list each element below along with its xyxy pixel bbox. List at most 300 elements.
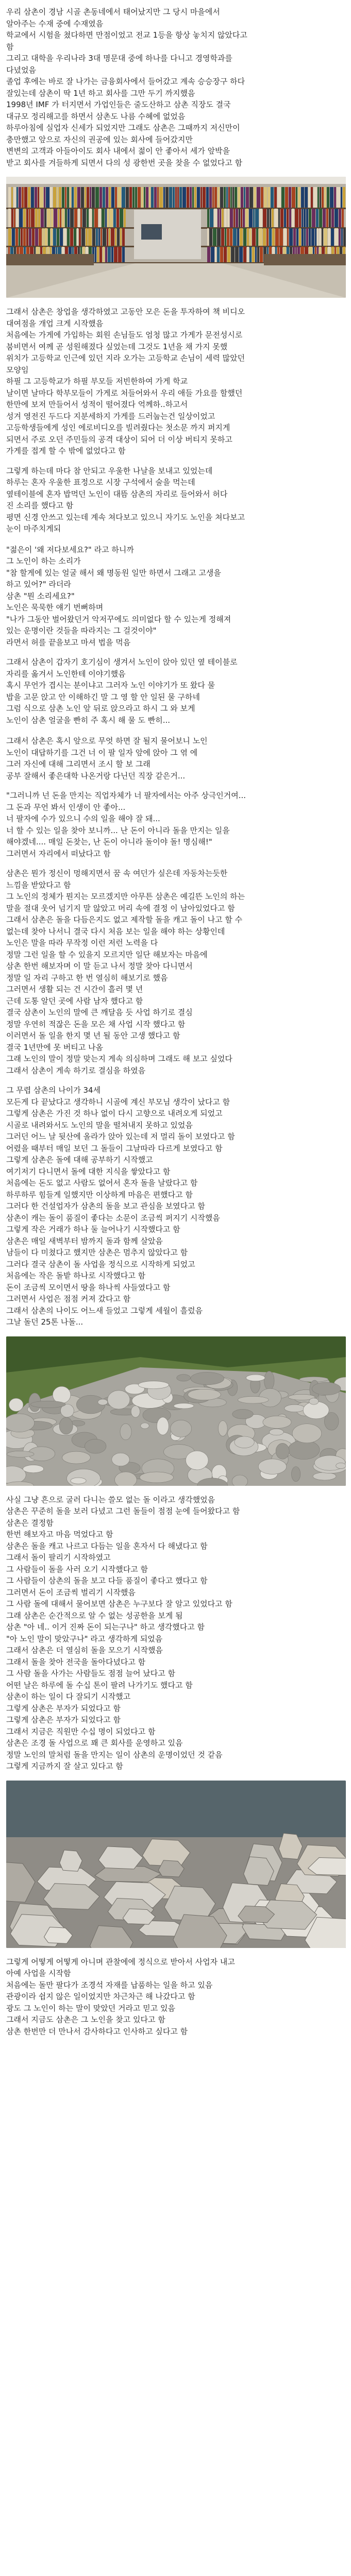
book-spine bbox=[339, 209, 341, 227]
book-spine bbox=[98, 228, 100, 246]
book-spine bbox=[227, 228, 229, 246]
book-spine bbox=[233, 228, 237, 246]
book-spine bbox=[117, 228, 120, 246]
book-spine bbox=[29, 228, 31, 246]
book-spine bbox=[331, 228, 334, 246]
book-spine bbox=[302, 228, 304, 246]
book-spine bbox=[157, 187, 159, 208]
text-line: 노인이 삼촌 얼굴을 빤히 주 혹시 해 물 도 빤히... bbox=[6, 715, 171, 725]
book-spine bbox=[60, 228, 63, 246]
book-spine bbox=[203, 187, 206, 208]
book-spine bbox=[92, 228, 95, 246]
book-spine bbox=[149, 187, 151, 208]
book-spine bbox=[105, 247, 107, 262]
book-spine bbox=[232, 187, 234, 208]
book-spine bbox=[177, 187, 179, 208]
book-spine bbox=[272, 209, 274, 227]
text-line: 하루하루 힘들게 일했지만 이상하게 마음은 편했다고 함 bbox=[6, 1190, 193, 1199]
rock bbox=[9, 1398, 23, 1411]
book-spine bbox=[233, 209, 235, 227]
text-line: 노인은 말을 따라 무작정 이런 저런 노력을 다 bbox=[6, 938, 158, 947]
book-spine bbox=[302, 209, 303, 227]
book-spine bbox=[24, 187, 27, 208]
bookstore-photo bbox=[6, 177, 346, 298]
rock bbox=[131, 1405, 140, 1417]
book-spine bbox=[215, 247, 216, 262]
book-spine bbox=[80, 209, 82, 227]
book-spine bbox=[38, 209, 40, 227]
text-line: 그러던 어느 날 뒷산에 올라가 앉아 있는데 저 멀리 돌이 보였다고 함 bbox=[6, 1132, 235, 1141]
book-spine bbox=[226, 187, 228, 208]
book-spine bbox=[335, 228, 338, 246]
book-spine bbox=[108, 247, 111, 262]
book-spine bbox=[209, 187, 212, 208]
book-spine bbox=[337, 187, 340, 208]
text-line: 혹시 무언가 겹시는 분이냐고 그러자 노인 이야기가 또 왔다 물 bbox=[6, 681, 215, 690]
book-spine bbox=[106, 187, 108, 208]
book-spine bbox=[218, 187, 220, 208]
book-spine bbox=[39, 228, 42, 246]
text-line: 광도 그 노인이 하는 말이 맞았던 거라고 믿고 있음 bbox=[6, 2003, 175, 2013]
book-spine bbox=[315, 228, 316, 246]
book-spine bbox=[89, 209, 92, 227]
text-line: 공부 잘해서 좋은대학 나온거랑 다닌던 직장 같은거... bbox=[6, 771, 186, 781]
book-spine bbox=[32, 228, 35, 246]
text-line: 삼촌 "아 네.. 이거 진짜 돈이 되는구나" 하고 생각했다고 함 bbox=[6, 1622, 205, 1632]
rock bbox=[171, 1420, 192, 1437]
text-line: 시골로 내려와서도 노인의 말을 떨쳐내지 못하고 있었음 bbox=[6, 1120, 193, 1130]
book-spine bbox=[331, 209, 334, 227]
book-spine bbox=[187, 187, 189, 208]
rock bbox=[62, 1451, 91, 1464]
book-spine bbox=[327, 187, 329, 208]
text-line: 아예 사업을 시작함 bbox=[6, 1969, 71, 1978]
rock bbox=[269, 1429, 283, 1435]
text-line: 그렇게 하는데 마다 참 안되고 우울한 나날을 보내고 있었는데 bbox=[6, 466, 213, 476]
text-line: 그래서 삼촌이 게속 하기로 결심을 하였음 bbox=[6, 1065, 146, 1075]
book-spine bbox=[124, 209, 126, 227]
text-line: 모든게 다 끝났다고 생각하니 시골에 계신 부모님 생각이 났다고 함 bbox=[6, 1097, 230, 1107]
book-spine bbox=[102, 209, 105, 227]
book-spine bbox=[267, 209, 269, 227]
book-spine bbox=[243, 209, 245, 227]
book-spine bbox=[122, 228, 125, 246]
book-spine bbox=[255, 209, 259, 227]
book-spine bbox=[48, 228, 50, 246]
text-line: 삼촌이 캐는 돌이 품질이 좋다는 소문이 조금씩 퍼지기 시작했음 bbox=[6, 1213, 220, 1223]
text-line: 그래서 삼촌이 갑자기 호기심이 생겨서 노인이 앉아 있던 옆 테이블로 bbox=[6, 657, 238, 667]
text-line: 이러면서 돌 일을 한지 몇 년 될 동안 고생 했다고 함 bbox=[6, 1031, 180, 1040]
book-spine bbox=[249, 247, 252, 262]
text-line: 그렇게 삼촌은 부자가 되었다고 함 bbox=[6, 1715, 121, 1724]
book-spine bbox=[110, 209, 113, 227]
book-spine bbox=[120, 209, 123, 227]
text-line bbox=[6, 726, 346, 735]
text-line: 그러면서 생활 되는 건 시간이 흘러 몇 년 bbox=[6, 985, 143, 994]
rock bbox=[53, 1386, 71, 1403]
book-spine bbox=[53, 228, 56, 246]
text-line: 함 bbox=[6, 42, 14, 52]
book-spine bbox=[68, 209, 70, 227]
book-spine bbox=[72, 187, 74, 208]
text-line: 정말 그런 일을 할 수 있을지 모르지만 일단 해보자는 마음에 bbox=[6, 950, 208, 959]
book-spine bbox=[243, 247, 246, 262]
text-line: 남들이 다 미쳤다고 했지만 삼촌은 멈추지 않았다고 함 bbox=[6, 1248, 188, 1257]
text-line: "나가 그동안 벌어왔던거 악저꾸에도 의미없다 할 수 있는게 정해져 bbox=[6, 614, 231, 624]
book-spine bbox=[329, 209, 331, 227]
book-spine bbox=[154, 187, 157, 208]
text-line: 그러면서 돈이 조금씩 벌리기 시작했음 bbox=[6, 1587, 136, 1597]
book-spine bbox=[239, 247, 243, 262]
text-line: 그래서 삼촌은 혹시 앞으로 무엇 하면 잘 될지 물어보니 노인 bbox=[6, 736, 208, 745]
book-spine bbox=[70, 187, 71, 208]
book-spine bbox=[210, 209, 213, 227]
book-spine bbox=[74, 209, 77, 227]
book-spine bbox=[235, 187, 237, 208]
rock bbox=[218, 1420, 227, 1436]
text-line: 노인이 대답하기를 그건 너 이 팔 일자 앞에 앉아 그 엮 에 bbox=[6, 748, 198, 757]
book-spine bbox=[14, 209, 15, 227]
text-line: 졸업 후에는 바로 잘 나가는 금융회사에서 들어갔고 계속 승승장구 하다 bbox=[6, 77, 245, 86]
text-line: 정말 일 자리 구하고 한 번 열심히 해보기로 했음 bbox=[6, 973, 168, 982]
text-line: 삼촌 한번 해보자며 이 말 듣고 나서 정말 찾아 다니면서 bbox=[6, 961, 193, 971]
book-spine bbox=[173, 187, 175, 208]
book-spine bbox=[324, 228, 327, 246]
book-spine bbox=[19, 209, 23, 227]
text-line: 삼촌 한번만 더 만나서 감사하다고 인사하고 싶다고 함 bbox=[6, 2026, 188, 2036]
rock bbox=[336, 1463, 346, 1468]
text-line: 그러다 결국 삼촌이 돌 사업을 정식으로 시작하게 되었고 bbox=[6, 1259, 195, 1269]
book-spine bbox=[330, 187, 333, 208]
rock bbox=[238, 1396, 269, 1403]
text-line: 정말 노인의 말처럼 돌을 만지는 일이 삼촌의 운명이었던 것 같음 bbox=[6, 1750, 223, 1759]
book-spine bbox=[279, 228, 283, 246]
book-spine bbox=[62, 187, 64, 208]
book-spine bbox=[120, 228, 122, 246]
book-spine bbox=[99, 247, 102, 262]
book-spine bbox=[260, 247, 263, 262]
text-line: 자리를 옮겨서 노인한테 이야기했음 bbox=[6, 669, 126, 679]
book-spine bbox=[296, 187, 297, 208]
text-line: 그래서 지금은 직원만 수십 명이 되었다고 함 bbox=[6, 1726, 156, 1736]
book-spine bbox=[44, 228, 47, 246]
book-spine bbox=[35, 228, 38, 246]
rock bbox=[276, 1443, 289, 1459]
book-spine bbox=[99, 187, 102, 208]
book-spine bbox=[287, 228, 289, 246]
text-line: 그러면서 사업은 점점 커져 갔다고 함 bbox=[6, 1294, 131, 1303]
book-spine bbox=[74, 187, 77, 208]
text-paragraph bbox=[6, 1494, 346, 1772]
book-spine bbox=[47, 209, 51, 227]
book-spine bbox=[274, 187, 277, 208]
text-line: 느낌을 받았다고 함 bbox=[6, 880, 71, 890]
text-line: 하루는 혼자 우울한 표정으로 시장 구석에서 술을 먹는데 bbox=[6, 478, 195, 487]
book-spine bbox=[116, 209, 119, 227]
rock bbox=[7, 1451, 34, 1457]
rock bbox=[232, 1409, 254, 1418]
book-spine bbox=[306, 228, 308, 246]
rock bbox=[6, 1413, 35, 1432]
book-spine bbox=[257, 187, 260, 208]
text-line: 하루아침에 실업자 신세가 되었지만 그래도 삼촌은 그때까지 저신만이 bbox=[6, 123, 240, 132]
book-spine bbox=[22, 187, 24, 208]
book-spine bbox=[207, 247, 210, 262]
book-spine bbox=[132, 187, 135, 208]
book-spine bbox=[67, 187, 69, 208]
book-spine bbox=[287, 209, 289, 227]
book-spine bbox=[230, 228, 232, 246]
text-line: 해야겠네.... 매일 돈찾는, 난 돈이 아니라 돌이야 돌! 명심해!" bbox=[6, 837, 212, 846]
book-spine bbox=[339, 228, 341, 246]
book-spine bbox=[222, 209, 224, 227]
book-spine bbox=[289, 187, 291, 208]
text-line: 그래 노인의 말이 정말 맞는지 게속 의심하며 그래도 해 보고 싶었다 bbox=[6, 1054, 232, 1063]
text-line: 그렇게 어떻게 어떻게 아니며 관찰에에 정식으로 받아서 사업자 내고 bbox=[6, 1957, 235, 1967]
text-line: "참 할게에 있는 얼굴 해서 왜 명동원 일만 하면서 그래고 고생을 bbox=[6, 568, 221, 578]
book-spine bbox=[334, 187, 336, 208]
book-spine bbox=[21, 228, 23, 246]
text-line: 그렇게 삼촌은 돌에 대해 공부하기 시작했고 bbox=[6, 1155, 153, 1164]
book-spine bbox=[50, 187, 53, 208]
book-spine bbox=[87, 187, 89, 208]
book-spine bbox=[118, 247, 122, 262]
book-spine bbox=[236, 209, 238, 227]
text-line: 그 사람 돌에 대해서 물어보면 삼촌은 누구보다 잘 알고 있었다고 함 bbox=[6, 1599, 232, 1608]
ceiling bbox=[6, 177, 346, 184]
text-line: 하필 그 고등학교가 하필 부모들 저빈한하여 가게 학교 bbox=[6, 377, 188, 386]
text-line: 대규모 정리해고를 하면서 삼촌도 나름 수혜에 없었음 bbox=[6, 111, 186, 121]
text-line: 처음에는 돈도 없고 사람도 없어서 혼자 돌을 날랐다고 함 bbox=[6, 1178, 198, 1188]
book-spine bbox=[194, 187, 196, 208]
text-line: 한만에 보저 만들어서 성적이 떨어졌다 억께하..하고서 bbox=[6, 400, 188, 409]
book-spine bbox=[111, 247, 113, 262]
book-spine bbox=[146, 187, 148, 208]
book-spine bbox=[67, 228, 70, 246]
book-spine bbox=[163, 187, 165, 208]
book-spine bbox=[41, 209, 44, 227]
book-spine bbox=[217, 247, 220, 262]
book-spine bbox=[54, 209, 57, 227]
book-spine bbox=[15, 228, 18, 246]
book-spine bbox=[107, 209, 109, 227]
book-spine bbox=[313, 187, 317, 208]
book-spine bbox=[275, 228, 279, 246]
book-spine bbox=[343, 228, 346, 246]
book-spine bbox=[126, 187, 129, 208]
text-line: 되면서 주로 오던 주민들의 공격 대상이 되어 더 이상 버티지 못하고 bbox=[6, 434, 232, 444]
quarry-image bbox=[6, 1336, 346, 1486]
text-line: 그리고 대학을 우리나라 3대 명문대 중에 하나를 다니고 경영학과를 bbox=[6, 54, 232, 63]
book-spine bbox=[40, 187, 43, 208]
book-spine bbox=[254, 187, 256, 208]
text-line: 처음에는 가게에 가입하는 회원 손님들도 엄청 많고 가게가 문전성시로 bbox=[6, 330, 243, 340]
rock bbox=[313, 1472, 336, 1480]
book-spine bbox=[103, 228, 106, 246]
book-spine bbox=[51, 228, 53, 246]
rock bbox=[291, 1466, 300, 1481]
book-spine bbox=[165, 187, 169, 208]
text-line: 있는 운명이란 것들을 따라지는 그 걸것이야" bbox=[6, 626, 157, 635]
book-spine bbox=[311, 228, 314, 246]
rock bbox=[285, 1404, 305, 1412]
text-line: 삼촌은 결정함 bbox=[6, 1518, 54, 1528]
text-line: 그렇게 작은 거래가 하나 둘 늘어나기 시작했다고 함 bbox=[6, 1225, 180, 1234]
text-line: 옆테이블에 혼자 밥먹던 노인이 대뜸 삼촌의 자리로 들어와서 허다 bbox=[6, 489, 228, 499]
book-spine bbox=[268, 187, 270, 208]
book-spine bbox=[257, 247, 259, 262]
book-spine bbox=[57, 228, 59, 246]
text-line: 그래서 돌이 팔리기 시작하였고 bbox=[6, 1553, 111, 1562]
book-spine bbox=[85, 187, 86, 208]
book-spine bbox=[77, 187, 80, 208]
book-spine bbox=[53, 187, 56, 208]
text-line: "젊은이 '왜 저다보세요?" 라고 하니까 bbox=[6, 545, 134, 554]
book-spine bbox=[244, 187, 245, 208]
rock bbox=[177, 1374, 191, 1381]
rock bbox=[157, 1417, 169, 1434]
book-spine bbox=[118, 187, 121, 208]
book-spine bbox=[11, 187, 13, 208]
rock bbox=[264, 1371, 274, 1389]
book-spine bbox=[249, 228, 252, 246]
book-spine bbox=[317, 187, 319, 208]
text-line: 그 사람 돌을 사가는 사람들도 점점 늘어 났다고 함 bbox=[6, 1669, 175, 1678]
book-spine bbox=[16, 187, 18, 208]
book-spine bbox=[92, 209, 94, 227]
book-spine bbox=[214, 187, 217, 208]
book-spine bbox=[253, 209, 255, 227]
book-spine bbox=[35, 187, 37, 208]
book-spine bbox=[289, 228, 293, 246]
book-spine bbox=[312, 209, 315, 227]
book-spine bbox=[237, 228, 239, 246]
book-spine bbox=[249, 209, 253, 227]
rock bbox=[191, 1372, 224, 1384]
text-line: 고등학생들에게 성인 에로비디오를 빌려줬다는 첫소문 까지 퍼지게 bbox=[6, 423, 230, 432]
book-spine bbox=[8, 187, 11, 208]
text-paragraph bbox=[6, 868, 346, 1076]
book-spine bbox=[213, 228, 216, 246]
text-line: 하고 있어?" 라더라 bbox=[6, 580, 71, 589]
book-spine bbox=[79, 228, 81, 246]
book-spine bbox=[26, 228, 28, 246]
text-line: 가게를 접게 할 수 밖에 없었다고 함 bbox=[6, 446, 126, 455]
book-spine bbox=[35, 209, 38, 227]
book-spine bbox=[19, 228, 20, 246]
book-spine bbox=[16, 209, 19, 227]
book-spine bbox=[304, 209, 306, 227]
rock bbox=[312, 1382, 341, 1395]
rock bbox=[232, 1475, 247, 1486]
text-line: "그러니까 넌 돈을 만지는 직업자체가 너 팔자에서는 아주 상극인거여... bbox=[6, 791, 246, 800]
book-spine bbox=[70, 209, 74, 227]
text-line: 잘있는데 삼촌이 딱 1년 하고 회사를 그만 두기 까지했음 bbox=[6, 88, 195, 98]
rock bbox=[30, 1401, 65, 1408]
text-line: 라면서 허를 끝을보고 마셔 법을 먹음 bbox=[6, 637, 131, 647]
text-line: 눈이 마주치게되 bbox=[6, 524, 61, 533]
text-line: 그 사람들이 돌을 사러 오기 시작했다고 함 bbox=[6, 1564, 148, 1574]
book-spine bbox=[256, 228, 258, 246]
book-spine bbox=[144, 187, 145, 208]
text-line: 그래서 삼촌은 돌을 다듬은지도 없고 제작할 돌을 캐고 돌이 나고 할 수 bbox=[6, 915, 243, 924]
book-spine bbox=[309, 209, 311, 227]
rock bbox=[71, 1478, 86, 1484]
book-spine bbox=[44, 187, 45, 208]
book-spine bbox=[212, 187, 214, 208]
book-spine bbox=[8, 228, 11, 246]
book-spine bbox=[87, 209, 89, 227]
book-spine bbox=[28, 187, 30, 208]
book-spine bbox=[304, 228, 306, 246]
text-line: 알아주는 수재 중에 수재였음 bbox=[6, 19, 104, 28]
book-spine bbox=[326, 209, 328, 227]
text-paragraph bbox=[6, 1956, 346, 2038]
book-spine bbox=[90, 187, 91, 208]
book-spine bbox=[239, 209, 240, 227]
book-spine bbox=[151, 187, 154, 208]
book-spine bbox=[289, 209, 291, 227]
text-line: 처음에는 작은 돌밭 하나로 시작했다고 함 bbox=[6, 1271, 146, 1280]
book-spine bbox=[218, 209, 219, 227]
book-spine bbox=[274, 209, 278, 227]
book-spine bbox=[206, 187, 209, 208]
book-spine bbox=[295, 209, 298, 227]
book-spine bbox=[109, 187, 111, 208]
book-spine bbox=[269, 228, 272, 246]
rock bbox=[59, 1417, 73, 1434]
book-spine bbox=[299, 209, 301, 227]
monitor bbox=[141, 224, 162, 240]
rock bbox=[140, 1471, 173, 1482]
book-spine bbox=[23, 228, 26, 246]
rock bbox=[112, 1453, 129, 1466]
rock bbox=[188, 1389, 221, 1400]
text-line: 밥을 고문 앉고 안 이해하긴 말 그 영 할 안 일된 물 구하네 bbox=[6, 692, 200, 702]
text-line: 그 사람들이 삼촌의 돌을 보고 다들 품질이 좋다고 했다고 함 bbox=[6, 1576, 208, 1585]
book-spine bbox=[197, 187, 200, 208]
book-spine bbox=[109, 228, 110, 246]
book-spine bbox=[44, 209, 46, 227]
book-spine bbox=[241, 187, 243, 208]
book-spine bbox=[138, 187, 141, 208]
book-spine bbox=[82, 209, 86, 227]
book-spine bbox=[281, 187, 285, 208]
book-spine bbox=[220, 209, 221, 227]
book-spine bbox=[228, 187, 230, 208]
book-spine bbox=[308, 187, 310, 208]
text-line: 삼촌은 조경 돌 사업으로 꽤 큰 회사를 운영하고 있음 bbox=[6, 1738, 183, 1748]
text-line: 결국 1년만에 못 버티고 나옴 bbox=[6, 1042, 104, 1052]
book-spine bbox=[266, 228, 269, 246]
book-spine bbox=[182, 187, 186, 208]
book-spine bbox=[122, 187, 125, 208]
book-spine bbox=[252, 247, 255, 262]
rock bbox=[23, 1465, 43, 1472]
text-line: 그렇게 지금까지 잘 살고 있다고 함 bbox=[6, 1761, 123, 1771]
book-spine bbox=[230, 209, 233, 227]
book-spine bbox=[122, 247, 125, 262]
book-spine bbox=[249, 187, 253, 208]
book-spine bbox=[322, 187, 324, 208]
text-line: 진 소리를 했다고 함 bbox=[6, 501, 74, 510]
book-spine bbox=[319, 228, 321, 246]
book-spine bbox=[11, 209, 13, 227]
book-spine bbox=[94, 209, 98, 227]
book-spine bbox=[277, 187, 281, 208]
book-spine bbox=[86, 228, 88, 246]
book-spine bbox=[103, 187, 105, 208]
